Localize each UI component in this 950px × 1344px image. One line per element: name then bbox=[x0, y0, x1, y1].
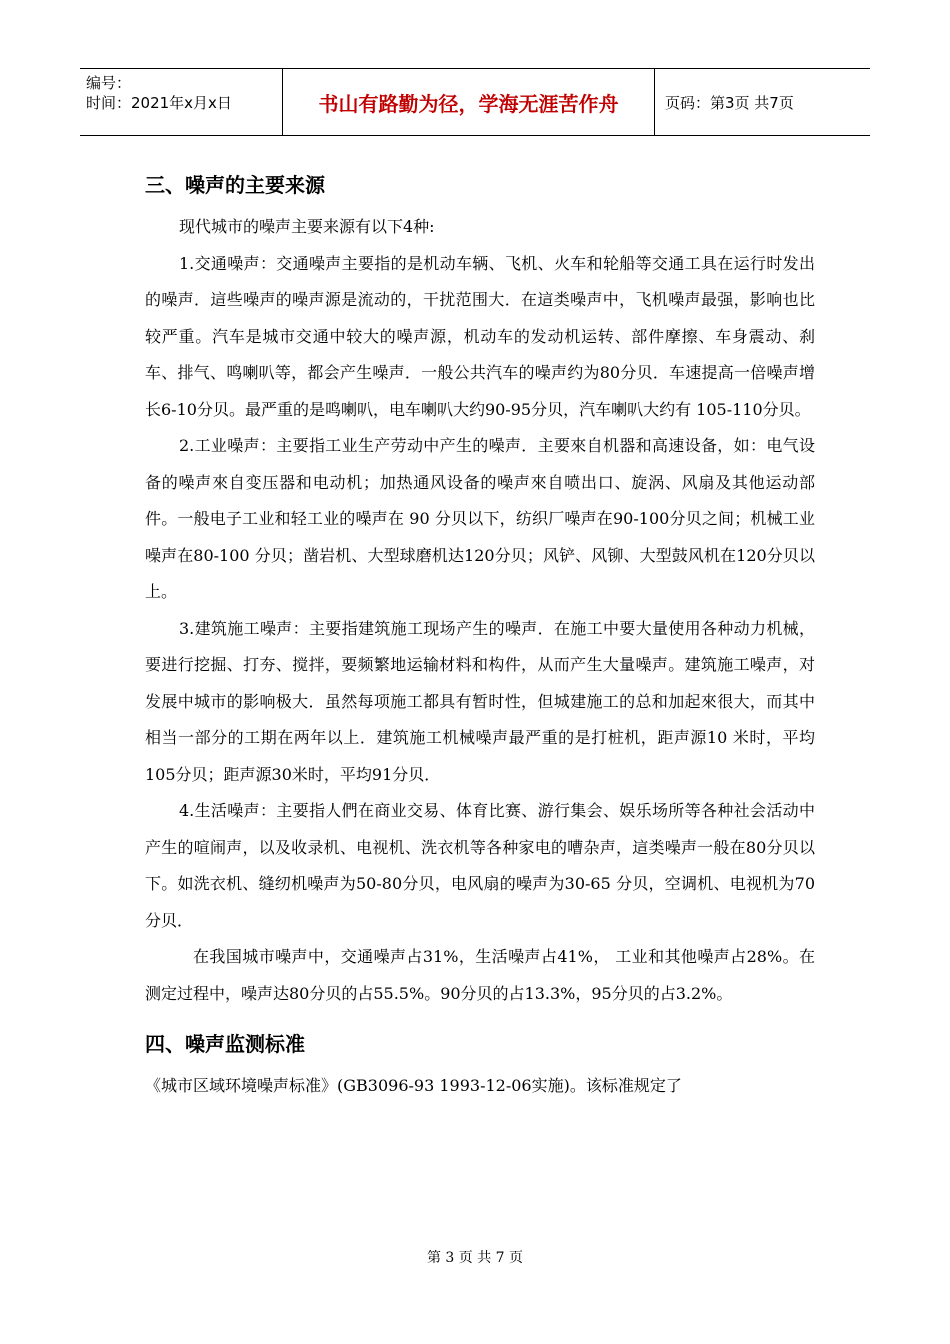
serial-label: 编号： bbox=[86, 74, 132, 92]
header-motto: 书山有路勤为径，学海无涯苦作舟 bbox=[282, 69, 655, 135]
paragraph-construction-noise: 3.建筑施工噪声：主要指建筑施工现场产生的噪声．在施工中要大量使用各种动力机械，要进行挖掘、打夯、搅拌，要频繁地运输材料和构件，从而产生大量噪声。建筑施工噪声，对发展中城市的影响极大．虽然每项施工都具有暂时性，但城建施工的总和加起來很大，而其中相当一部分的工期在两年以上．建筑施工机械噪声最严重的是打桩机，距声源10 米时，平均105分贝；距声源30米时，平均91分贝． bbox=[145, 618, 815, 784]
paragraph-living-noise: 4.生活噪声：主要指人們在商业交易、体育比赛、游行集会、娱乐场所等各种社会活动中产生的喧闹声，以及收录机、电视机、洗衣机等各种家电的嘈杂声，這类噪声一般在80分贝以下。如洗衣机、缝纫机噪声为50-80分贝，电风扇的噪声为30-65 分贝，空调机、电视机为70分贝． bbox=[145, 801, 815, 930]
section-3-intro: 现代城市的噪声主要来源有以下4种: bbox=[179, 217, 435, 236]
paragraph-noise-standard: 《城市区域环境噪声标准》(GB3096-93 1993-12-06实施)。该标准规定了 bbox=[145, 1076, 682, 1095]
date-label: 时间：2021年x月x日 bbox=[86, 94, 232, 112]
section-4-title: 四、噪声监测标准 bbox=[145, 1032, 305, 1056]
document-header bbox=[80, 68, 870, 136]
document-body bbox=[145, 165, 815, 1105]
header-page-info: 页码：第3页 共7页 bbox=[665, 93, 794, 112]
paragraph-traffic-noise: 1.交通噪声：交通噪声主要指的是机动车辆、飞机、火车和轮船等交通工具在运行时发出的噪声．這些噪声的噪声源是流动的，干扰范围大．在這类噪声中，飞机噪声最强，影响也比较严重。汽车是城市交通中较大的噪声源，机动车的发动机运转、部件摩擦、车身震动、刹车、排气、鸣喇叭等，都会产生噪声．一般公共汽车的噪声约为80分贝．车速提高一倍噪声增长6-10分贝。最严重的是鸣喇叭，电车喇叭大约90-95分贝，汽车喇叭大约有 105-110分贝。 bbox=[145, 253, 815, 419]
header-meta bbox=[80, 69, 282, 135]
page-footer: 第 3 页 共 7 页 bbox=[426, 1250, 524, 1266]
paragraph-industrial-noise: 2.工业噪声：主要指工业生产劳动中产生的噪声．主要來自机器和高速设备，如：电气设备的噪声來自变压器和电动机；加热通风设备的噪声來自喷出口、旋涡、风扇及其他运动部件。一般电子工业和轻工业的噪声在 90 分贝以下，纺织厂噪声在90-100分贝之间；机械工业噪声在80-100 分贝；凿岩机、大型球磨机达120分贝；风铲、风铆、大型鼓风机在120分贝以上。 bbox=[145, 436, 815, 601]
section-3-title: 三、噪声的主要来源 bbox=[145, 173, 325, 197]
paragraph-noise-statistics: 在我国城市噪声中，交通噪声占31%，生活噪声占41%， 工业和其他噪声占28%。在测定过程中，噪声达80分贝的占55.5%。90分贝的占13.3%，95分贝的占3.2%。 bbox=[145, 947, 815, 1003]
